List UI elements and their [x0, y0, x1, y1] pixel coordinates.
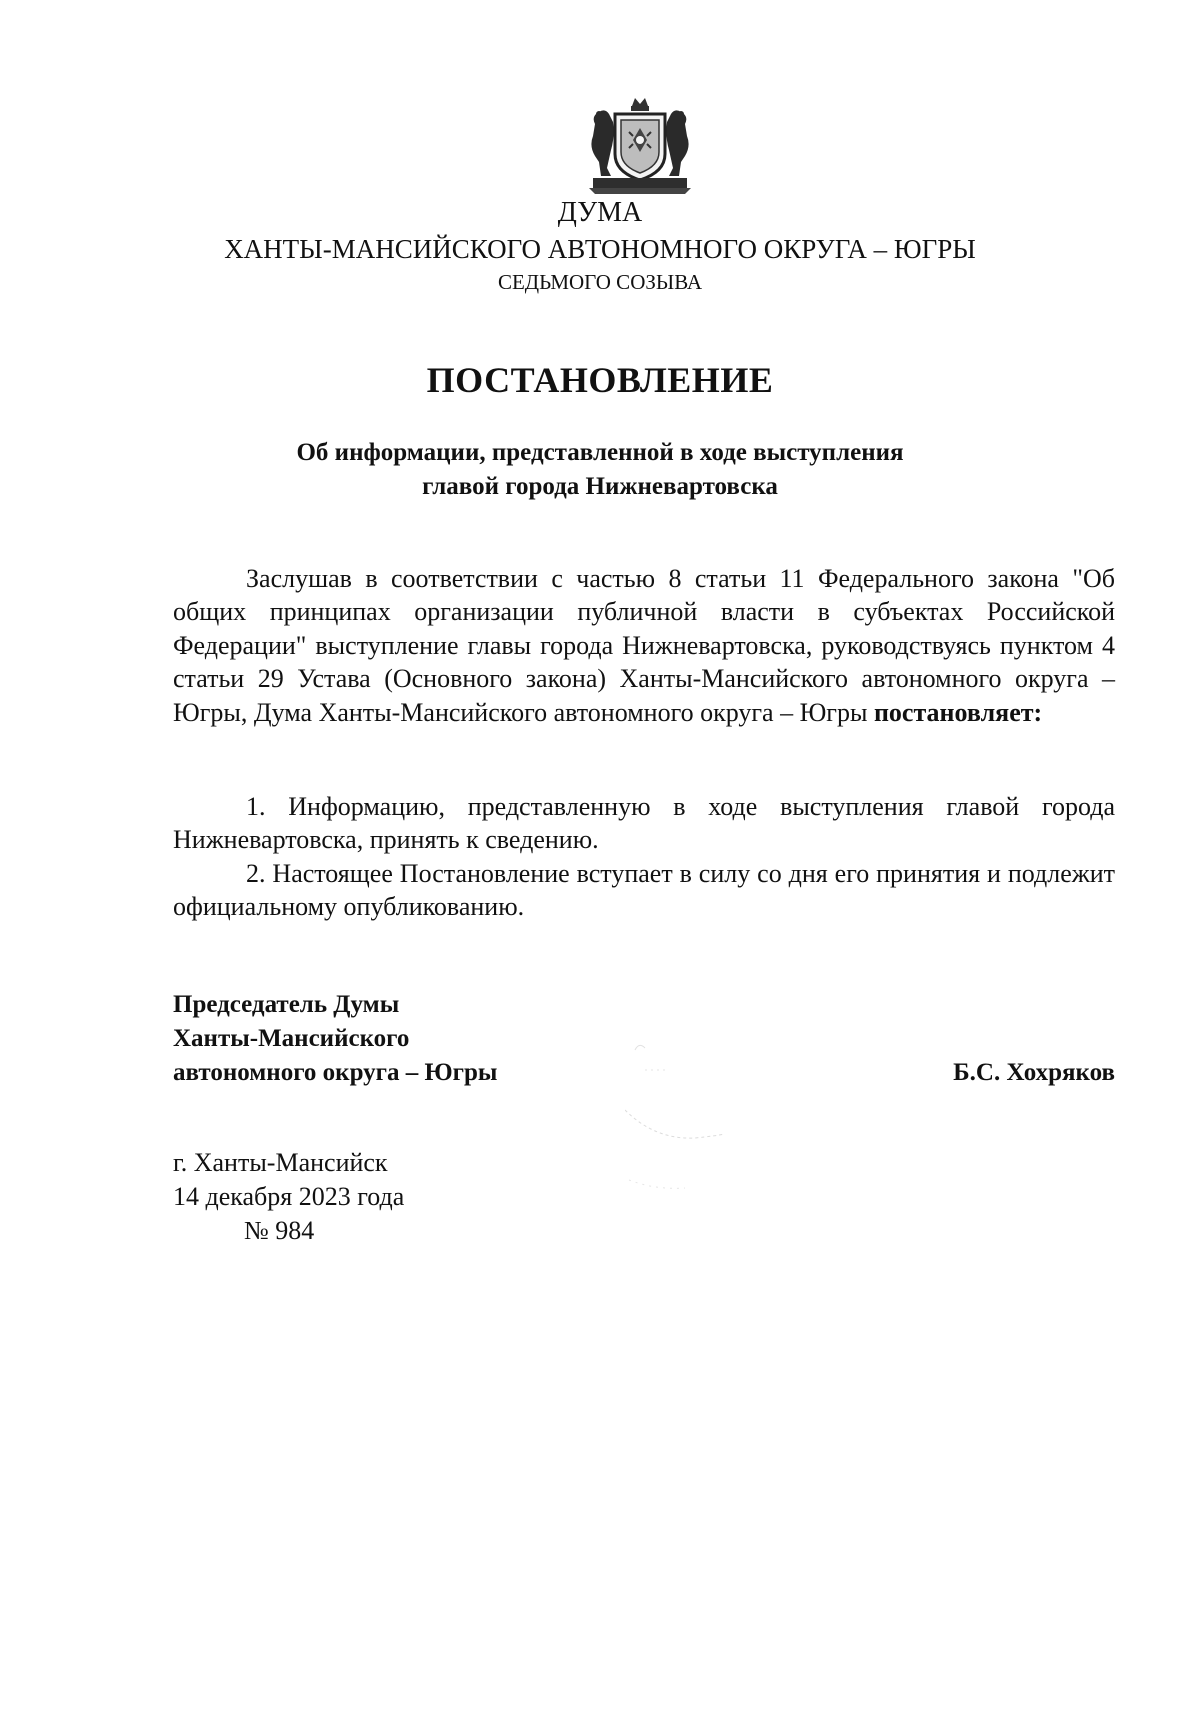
issue-date: 14 декабря 2023 года	[173, 1182, 405, 1211]
faint-stamp-trace-icon	[625, 1030, 765, 1220]
org-name: ДУМА	[557, 197, 643, 228]
issue-place: г. Ханты-Мансийск	[173, 1148, 388, 1177]
signatory-name: Б.С. Хохряков	[953, 1059, 1115, 1086]
document-number: № 984	[244, 1216, 315, 1245]
convocation: СЕДЬМОГО СОЗЫВА	[497, 270, 703, 294]
preamble-text: Заслушав в соответствии с частью 8 статьи 11 Федерального закона "Об общих принципах организации публичной власти в субъектах Российской Федерации" выступление главы города Нижневартовска, руководствуясь пунктом 4 статьи 29 Устава (Основного закона) Ханты-Мансийского автономного округа – Югры, Дума Ханты-Мансийского автономного округа – Югры	[173, 564, 1115, 727]
document-type-title: ПОСТАНОВЛЕНИЕ	[426, 360, 774, 400]
signatory-title-line-2: Ханты-Мансийского	[173, 1025, 410, 1052]
subject-line-1: Об информации, представленной в ходе выступления	[296, 439, 904, 466]
document-subject	[0, 436, 1200, 504]
preamble-verb: постановляет:	[873, 697, 1043, 727]
subject-line-2: главой города Нижневартовска	[422, 473, 778, 500]
resolution-item: 2. Настоящее Постановление вступает в силу со дня его принятия и подлежит официальному опубликованию.	[173, 858, 1115, 922]
resolution-items	[173, 790, 1115, 924]
signatory-title	[173, 988, 497, 1090]
preamble-paragraph	[173, 562, 1115, 729]
signatory-title-line-3: автономного округа – Югры	[173, 1059, 498, 1086]
org-full-name: ХАНТЫ-МАНСИЙСКОГО АВТОНОМНОГО ОКРУГА – ЮГРЫ	[224, 234, 976, 264]
coat-of-arms-emblem-icon	[585, 96, 695, 196]
place-date-block	[173, 1146, 404, 1248]
resolution-item: 1. Информацию, представленную в ходе выступления главой города Нижневартовска, принять к сведению.	[173, 792, 1115, 855]
signatory-title-line-1: Председатель Думы	[173, 991, 400, 1018]
